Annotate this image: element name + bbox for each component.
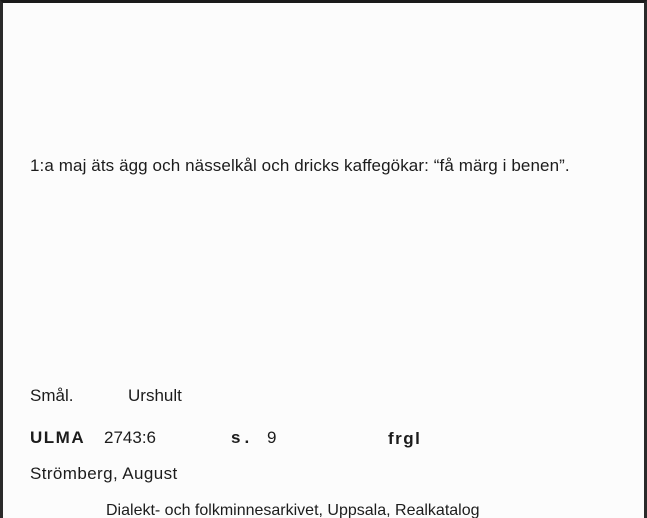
archive-footer: Dialekt- och folkminnesarkivet, Uppsala, Realkatalog [106, 502, 480, 518]
page-number: 9 [267, 428, 277, 447]
card-text: 1:a maj äts ägg och nässelkål och dricks kaffegökar: “få märg i benen”. [30, 156, 570, 175]
category-code: frgl [388, 429, 422, 448]
archive-code: ULMA [30, 428, 86, 447]
place-label: Urshult [128, 386, 182, 405]
record-number: 2743:6 [104, 428, 156, 447]
informant-name: Strömberg, August [30, 464, 178, 483]
page-label: s. [231, 428, 254, 447]
region-label: Smål. [30, 386, 74, 405]
